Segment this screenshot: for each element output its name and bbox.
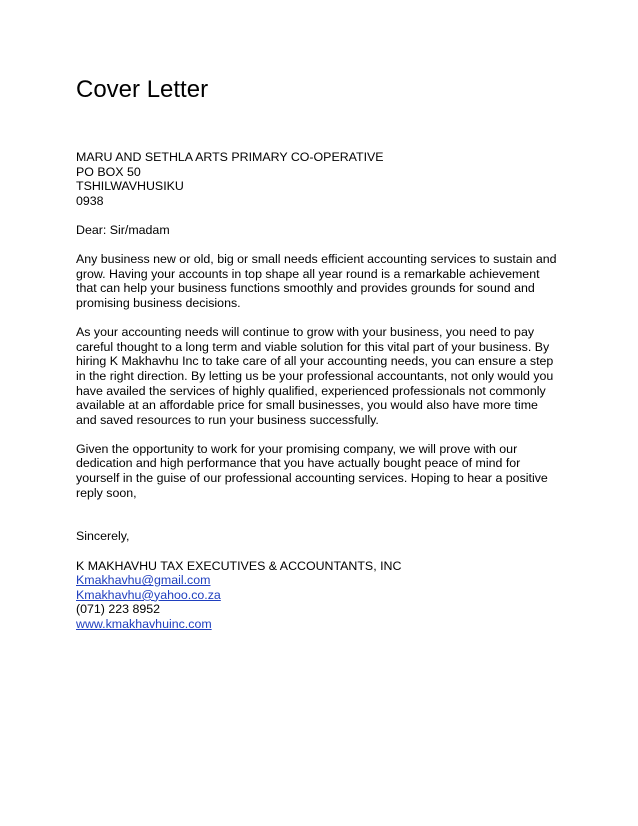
paragraph-2	[76, 325, 576, 427]
cover-letter-page	[76, 76, 576, 632]
email-yahoo-link[interactable]: Kmakhavhu@yahoo.co.za	[76, 587, 221, 602]
recipient-address	[76, 150, 576, 208]
paragraph-line: available at an affordable price for small businesses, you would also have more time	[76, 398, 538, 413]
signature-block	[76, 559, 576, 632]
recipient-postal-code: 0938	[76, 193, 104, 208]
paragraph-line: have availed the services of highly qualified, experienced professionals not commonly	[76, 383, 546, 398]
paragraph-line: yourself in the guise of our professional accounting services. Hoping to hear a positive	[76, 471, 548, 486]
spacer	[76, 500, 576, 529]
recipient-po-box: PO BOX 50	[76, 164, 141, 179]
spacer	[76, 208, 576, 223]
paragraph-line: hiring K Makhavhu Inc to take care of all your accounting needs, you can ensure a step	[76, 354, 554, 369]
paragraph-line: careful thought to a long term and viable solution for this vital part of your business. By	[76, 339, 550, 354]
document-title: Cover Letter	[76, 76, 209, 103]
paragraph-line: As your accounting needs will continue to grow with your business, you need to pay	[76, 325, 535, 340]
salutation-block	[76, 223, 576, 238]
spacer	[76, 427, 576, 442]
spacer	[76, 311, 576, 326]
website-link[interactable]: www.kmakhavhuinc.com	[76, 617, 212, 631]
salutation: Dear: Sir/madam	[76, 222, 170, 237]
spacer	[76, 238, 576, 253]
paragraph-line: reply soon,	[76, 485, 137, 500]
paragraph-3	[76, 442, 576, 500]
paragraph-line: and saved resources to run your business successfully.	[76, 412, 379, 427]
paragraph-line: grow. Having your accounts in top shape all year round is a remarkable achievement	[76, 266, 540, 281]
paragraph-line: that can help your business functions smoothly and provides grounds for sound and	[76, 281, 535, 296]
paragraph-1	[76, 252, 576, 310]
phone-number: (071) 223 8952	[76, 602, 161, 617]
closing: Sincerely,	[76, 529, 130, 544]
recipient-name: MARU AND SETHLA ARTS PRIMARY CO-OPERATIVE	[76, 150, 384, 164]
paragraph-line: in the right direction. By letting us be your professional accountants, not only would you	[76, 368, 554, 383]
spacer	[76, 544, 576, 559]
closing-block	[76, 529, 576, 544]
paragraph-line: Any business new or old, big or small needs efficient accounting services to sustain and	[76, 252, 557, 267]
email-gmail-link[interactable]: Kmakhavhu@gmail.com	[76, 573, 211, 588]
paragraph-line: Given the opportunity to work for your promising company, we will prove with our	[76, 441, 518, 456]
recipient-town: TSHILWAVHUSIKU	[76, 179, 184, 194]
signature-company: K MAKHAVHU TAX EXECUTIVES & ACCOUNTANTS, INC	[76, 558, 402, 573]
paragraph-line: dedication and high performance that you have actually bought peace of mind for	[76, 456, 521, 471]
paragraph-line: promising business decisions.	[76, 295, 241, 310]
